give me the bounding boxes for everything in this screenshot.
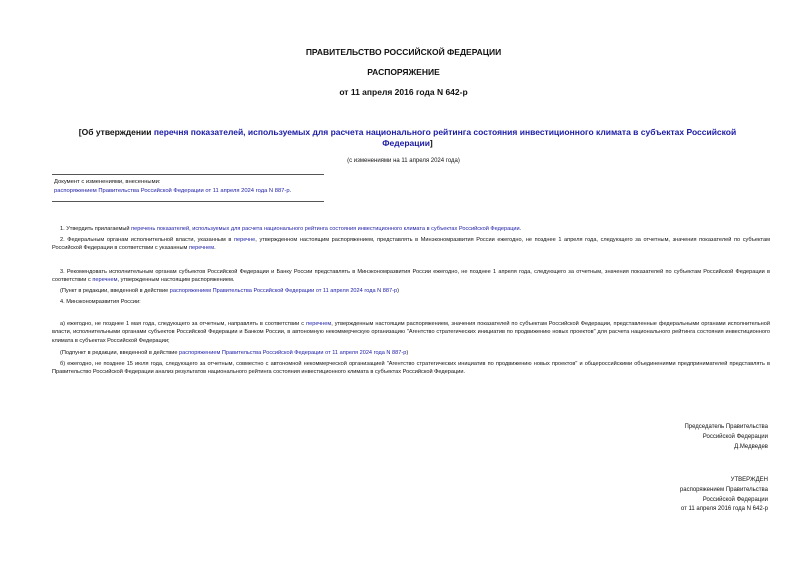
p1-text-b: . [519, 226, 522, 232]
p2-text-a: 2. Федеральным органам исполнительной власти, указанным в [60, 237, 234, 243]
p3-text-b: , утвержденным настоящим распоряжением. [117, 277, 235, 284]
p2-text-c: . [214, 245, 216, 252]
signature-line-1: Председатель Правительства [684, 424, 768, 430]
changes-box [52, 174, 324, 202]
p4a-text-b: , утвержденным настоящим распоряжением, значения показателей по субъектам Российской Федерации, представленные федеральными органами исполнительной власти, исполнительными органами субъектов Российской Федерации и Банком России, в автономную некоммерческую организацию "Агентство стратегических инициатив по продвижению новых проектов" для расчета национального рейтинга состояния инвестиционного климата в субъектах Российской Федерации; [52, 321, 770, 344]
signature-line-3: Д.Медведев [734, 443, 768, 450]
p4a-note-b: ) [406, 350, 409, 356]
changes-link[interactable]: распоряжением Правительства Российской Федерации от 11 апреля 2024 года N 887-р [54, 188, 290, 194]
p3-text-a: 3. Рекомендовать исполнительным органам субъектов Российской Федерации и Банку России представлять в Минэкономразвития России ежегодно, не позднее 1 апреля года, следующего за отчетным, значения показателей по субъектам Российской Федерации в соответствии с [52, 269, 770, 284]
p2-link-1[interactable]: перечне [234, 237, 256, 243]
p3-note-link[interactable]: распоряжением Правительства Российской Федерации от 11 апреля 2024 года N 887-р [169, 288, 398, 294]
approved-block [680, 476, 768, 515]
p1-text-a: 1. Утвердить прилагаемый [60, 226, 132, 232]
paragraph-1 [52, 225, 770, 233]
title-suffix: ] [429, 138, 433, 148]
paragraph-4a-note [52, 349, 770, 357]
document-title [60, 127, 755, 149]
p2-link-2[interactable]: перечнем [188, 245, 215, 252]
p3-note-a: (Пункт в редакции, введенной в действие [60, 288, 170, 294]
doc-type-heading: РАСПОРЯЖЕНИЕ [367, 67, 440, 77]
doc-date-number: от 11 апреля 2016 года N 642-р [339, 87, 468, 97]
signature-block [684, 423, 768, 452]
approved-line-4: от 11 апреля 2016 года N 642-р [680, 506, 768, 513]
signature-line-2: Российской Федерации [702, 433, 768, 440]
p4a-note-a: (Подпункт в редакции, введенной в действие [60, 350, 180, 356]
p3-note-b: ) [397, 288, 399, 294]
changes-end: . [289, 188, 292, 194]
p4a-link[interactable]: перечнем [306, 321, 332, 327]
edition-note: (с изменениями на 11 апреля 2024 года) [347, 158, 460, 164]
p4a-text-a: а) ежегодно, не позднее 1 мая года, следующего за отчетным, направлять в соответствии с [60, 321, 307, 327]
paragraph-2 [52, 236, 770, 253]
paragraph-4: 4. Минэкономразвития России: [60, 299, 141, 305]
p4a-note-link[interactable]: распоряжением Правительства Российской Федерации от 11 апреля 2024 года N 887-р [179, 350, 407, 356]
paragraph-4a [52, 320, 770, 345]
paragraph-3-note [52, 287, 770, 295]
approved-line-2: распоряжением Правительства [679, 486, 768, 493]
paragraph-3 [52, 268, 770, 285]
approved-line-1: УТВЕРЖДЕН [730, 477, 768, 483]
changes-label: Документ с изменениями, внесенными: [54, 179, 161, 185]
title-link[interactable]: перечня показателей, используемых для расчета национального рейтинга состояния инвестиционного климата в субъектах Российской Федерации [153, 127, 737, 148]
p2-text-b: , утвержденном настоящим распоряжением, представлять в Минэкономразвития России ежегодно, не позднее 1 апреля года, следующего за отчетным, значения показателей по субъектам Российской Федерации в соответствии с указанным [52, 237, 770, 252]
paragraph-4b: б) ежегодно, не позднее 15 июля года, следующего за отчетным, совместно с автономной некоммерческой организацией "Агентство стратегических инициатив по продвижению новых проектов" и общероссийскими объединениями предпринимателей представлять в Правительство Российской Федерации анализ результатов национального рейтинга состояния инвестиционного климата в субъектах Российской Федерации. [52, 361, 770, 376]
government-heading: ПРАВИТЕЛЬСТВО РОССИЙСКОЙ ФЕДЕРАЦИИ [305, 47, 502, 57]
changes-line [54, 187, 324, 196]
p3-link[interactable]: перечнем [92, 277, 118, 284]
approved-line-3: Российской Федерации [702, 496, 768, 503]
p1-link[interactable]: перечень показателей, используемых для расчета национального рейтинга состояния инвестиционного климата в субъектах Российской Федерации [131, 226, 520, 232]
title-prefix: [Об утверждении [78, 127, 154, 137]
